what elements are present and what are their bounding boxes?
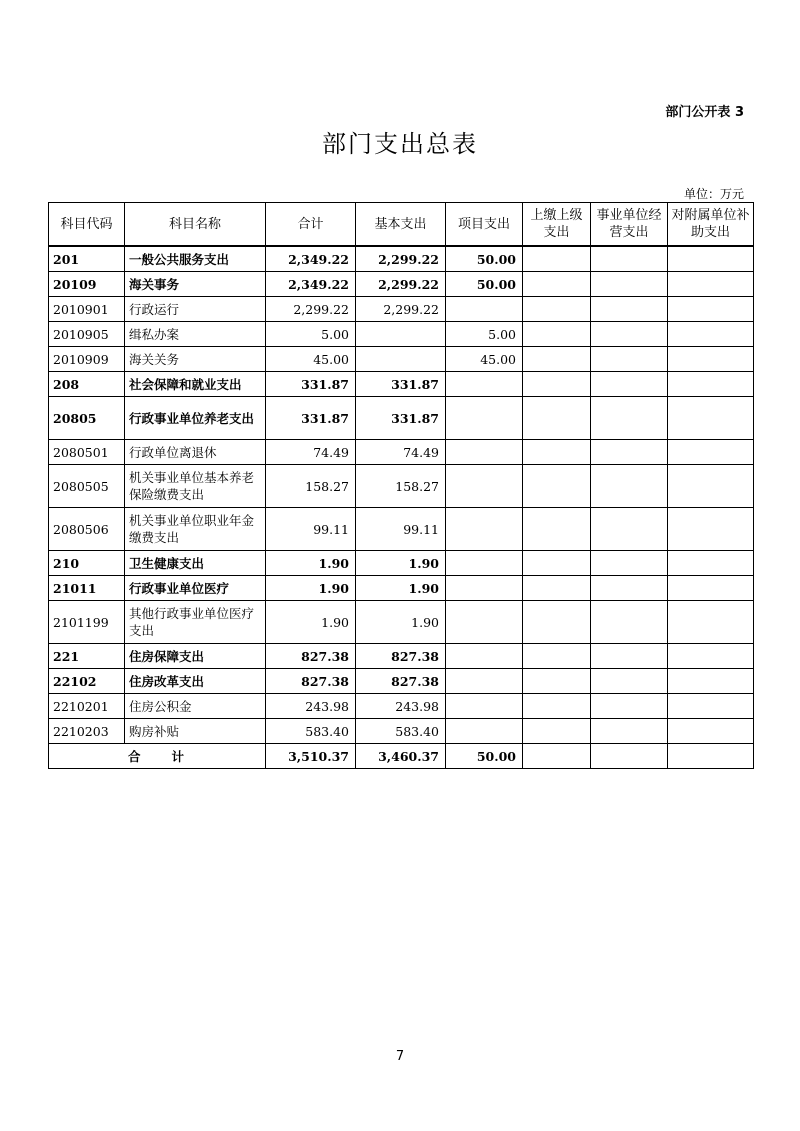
subject-code: 2080506 — [49, 508, 125, 551]
amount-remit — [523, 508, 591, 551]
amount-total: 2,349.22 — [266, 272, 356, 297]
amount-project — [446, 440, 523, 465]
amount-project — [446, 644, 523, 669]
total-project: 50.00 — [446, 744, 523, 769]
subject-name: 住房公积金 — [125, 694, 266, 719]
amount-subsidy — [668, 576, 754, 601]
amount-subsidy — [668, 347, 754, 372]
column-header: 基本支出 — [356, 203, 446, 247]
table-number: 部门公开表 3 — [665, 105, 744, 120]
amount-business — [591, 347, 668, 372]
amount-basic: 243.98 — [356, 694, 446, 719]
subject-name: 行政事业单位医疗 — [125, 576, 266, 601]
amount-project — [446, 397, 523, 440]
amount-remit — [523, 297, 591, 322]
amount-basic: 2,299.22 — [356, 272, 446, 297]
subject-name: 机关事业单位基本养老保险缴费支出 — [125, 465, 266, 508]
amount-project — [446, 465, 523, 508]
table-row — [49, 272, 754, 297]
amount-subsidy — [668, 719, 754, 744]
amount-project: 5.00 — [446, 322, 523, 347]
subject-code: 2080505 — [49, 465, 125, 508]
amount-business — [591, 669, 668, 694]
amount-total: 1.90 — [266, 551, 356, 576]
amount-project — [446, 508, 523, 551]
amount-basic: 74.49 — [356, 440, 446, 465]
column-header: 科目名称 — [125, 203, 266, 247]
amount-basic: 99.11 — [356, 508, 446, 551]
amount-project — [446, 601, 523, 644]
amount-basic: 1.90 — [356, 551, 446, 576]
amount-total: 45.00 — [266, 347, 356, 372]
amount-remit — [523, 601, 591, 644]
total-label: 合 计 — [49, 744, 266, 769]
amount-total: 331.87 — [266, 372, 356, 397]
amount-remit — [523, 576, 591, 601]
subject-name: 一般公共服务支出 — [125, 246, 266, 272]
amount-subsidy — [668, 372, 754, 397]
amount-business — [591, 719, 668, 744]
amount-remit — [523, 322, 591, 347]
table-row — [49, 669, 754, 694]
amount-business — [591, 551, 668, 576]
amount-subsidy — [668, 508, 754, 551]
amount-total: 243.98 — [266, 694, 356, 719]
amount-remit — [523, 669, 591, 694]
total-amount: 3,510.37 — [266, 744, 356, 769]
page-title: 部门支出总表 — [322, 130, 478, 158]
amount-remit — [523, 719, 591, 744]
amount-total: 1.90 — [266, 601, 356, 644]
total-row — [49, 744, 754, 769]
amount-subsidy — [668, 601, 754, 644]
amount-project: 45.00 — [446, 347, 523, 372]
subject-code: 208 — [49, 372, 125, 397]
column-header: 事业单位经营支出 — [591, 203, 668, 247]
amount-business — [591, 508, 668, 551]
amount-basic: 2,299.22 — [356, 297, 446, 322]
amount-subsidy — [668, 669, 754, 694]
amount-subsidy — [668, 397, 754, 440]
amount-business — [591, 272, 668, 297]
subject-name: 海关关务 — [125, 347, 266, 372]
subject-name: 机关事业单位职业年金缴费支出 — [125, 508, 266, 551]
amount-project: 50.00 — [446, 246, 523, 272]
unit-label: 单位：万元 — [683, 187, 744, 201]
table-row — [49, 601, 754, 644]
amount-basic: 1.90 — [356, 601, 446, 644]
amount-basic: 158.27 — [356, 465, 446, 508]
subject-code: 201 — [49, 246, 125, 272]
subject-name: 购房补贴 — [125, 719, 266, 744]
table-row — [49, 246, 754, 272]
subject-code: 2210201 — [49, 694, 125, 719]
column-header: 科目代码 — [49, 203, 125, 247]
amount-total: 158.27 — [266, 465, 356, 508]
amount-subsidy — [668, 440, 754, 465]
amount-subsidy — [668, 322, 754, 347]
amount-business — [591, 397, 668, 440]
amount-total: 583.40 — [266, 719, 356, 744]
subject-code: 20805 — [49, 397, 125, 440]
amount-subsidy — [668, 246, 754, 272]
subject-name: 社会保障和就业支出 — [125, 372, 266, 397]
table-row — [49, 719, 754, 744]
subject-name: 行政运行 — [125, 297, 266, 322]
page-number: 7 — [395, 1049, 405, 1064]
subject-name: 海关事务 — [125, 272, 266, 297]
amount-basic: 827.38 — [356, 644, 446, 669]
total-basic: 3,460.37 — [356, 744, 446, 769]
subject-name: 卫生健康支出 — [125, 551, 266, 576]
table-row — [49, 397, 754, 440]
amount-business — [591, 322, 668, 347]
amount-total: 5.00 — [266, 322, 356, 347]
subject-name: 其他行政事业单位医疗支出 — [125, 601, 266, 644]
subject-code: 221 — [49, 644, 125, 669]
table-row — [49, 322, 754, 347]
amount-remit — [523, 347, 591, 372]
table-row — [49, 694, 754, 719]
amount-project — [446, 576, 523, 601]
subject-name: 行政事业单位养老支出 — [125, 397, 266, 440]
column-header: 合计 — [266, 203, 356, 247]
amount-business — [591, 297, 668, 322]
table-row — [49, 576, 754, 601]
amount-total: 99.11 — [266, 508, 356, 551]
amount-total: 827.38 — [266, 669, 356, 694]
total-cell-empty — [668, 744, 754, 769]
subject-name: 住房改革支出 — [125, 669, 266, 694]
amount-remit — [523, 551, 591, 576]
subject-code: 210 — [49, 551, 125, 576]
total-cell-empty — [591, 744, 668, 769]
table-row — [49, 465, 754, 508]
expenditure-table — [48, 202, 754, 769]
table-row — [49, 644, 754, 669]
amount-subsidy — [668, 644, 754, 669]
amount-project — [446, 551, 523, 576]
amount-remit — [523, 397, 591, 440]
table-header-row — [49, 203, 754, 247]
amount-remit — [523, 465, 591, 508]
amount-business — [591, 465, 668, 508]
amount-total: 331.87 — [266, 397, 356, 440]
amount-total: 2,299.22 — [266, 297, 356, 322]
amount-business — [591, 576, 668, 601]
amount-remit — [523, 272, 591, 297]
amount-remit — [523, 440, 591, 465]
amount-project — [446, 694, 523, 719]
amount-project — [446, 372, 523, 397]
amount-business — [591, 694, 668, 719]
table-row — [49, 297, 754, 322]
amount-subsidy — [668, 297, 754, 322]
subject-code: 21011 — [49, 576, 125, 601]
subject-name: 行政单位离退休 — [125, 440, 266, 465]
table-row — [49, 372, 754, 397]
subject-name: 住房保障支出 — [125, 644, 266, 669]
amount-subsidy — [668, 551, 754, 576]
amount-business — [591, 644, 668, 669]
amount-total: 2,349.22 — [266, 246, 356, 272]
amount-basic: 331.87 — [356, 397, 446, 440]
subject-code: 22102 — [49, 669, 125, 694]
table-row — [49, 347, 754, 372]
table-row — [49, 551, 754, 576]
amount-subsidy — [668, 465, 754, 508]
column-header: 对附属单位补助支出 — [668, 203, 754, 247]
table-row — [49, 508, 754, 551]
amount-basic: 331.87 — [356, 372, 446, 397]
subject-code: 2010905 — [49, 322, 125, 347]
amount-remit — [523, 372, 591, 397]
amount-subsidy — [668, 272, 754, 297]
subject-code: 2080501 — [49, 440, 125, 465]
table-body — [49, 246, 754, 744]
amount-total: 74.49 — [266, 440, 356, 465]
subject-code: 2010909 — [49, 347, 125, 372]
amount-remit — [523, 644, 591, 669]
amount-total: 827.38 — [266, 644, 356, 669]
amount-basic — [356, 322, 446, 347]
table-row — [49, 440, 754, 465]
amount-basic: 2,299.22 — [356, 246, 446, 272]
amount-basic: 1.90 — [356, 576, 446, 601]
amount-project: 50.00 — [446, 272, 523, 297]
column-header: 上缴上级支出 — [523, 203, 591, 247]
subject-name: 缉私办案 — [125, 322, 266, 347]
amount-basic — [356, 347, 446, 372]
amount-basic: 827.38 — [356, 669, 446, 694]
amount-project — [446, 669, 523, 694]
amount-remit — [523, 694, 591, 719]
subject-code: 2210203 — [49, 719, 125, 744]
amount-business — [591, 440, 668, 465]
amount-business — [591, 372, 668, 397]
amount-total: 1.90 — [266, 576, 356, 601]
column-header: 项目支出 — [446, 203, 523, 247]
amount-project — [446, 719, 523, 744]
subject-code: 2010901 — [49, 297, 125, 322]
amount-remit — [523, 246, 591, 272]
amount-subsidy — [668, 694, 754, 719]
amount-business — [591, 246, 668, 272]
subject-code: 20109 — [49, 272, 125, 297]
amount-business — [591, 601, 668, 644]
subject-code: 2101199 — [49, 601, 125, 644]
amount-basic: 583.40 — [356, 719, 446, 744]
total-cell-empty — [523, 744, 591, 769]
amount-project — [446, 297, 523, 322]
